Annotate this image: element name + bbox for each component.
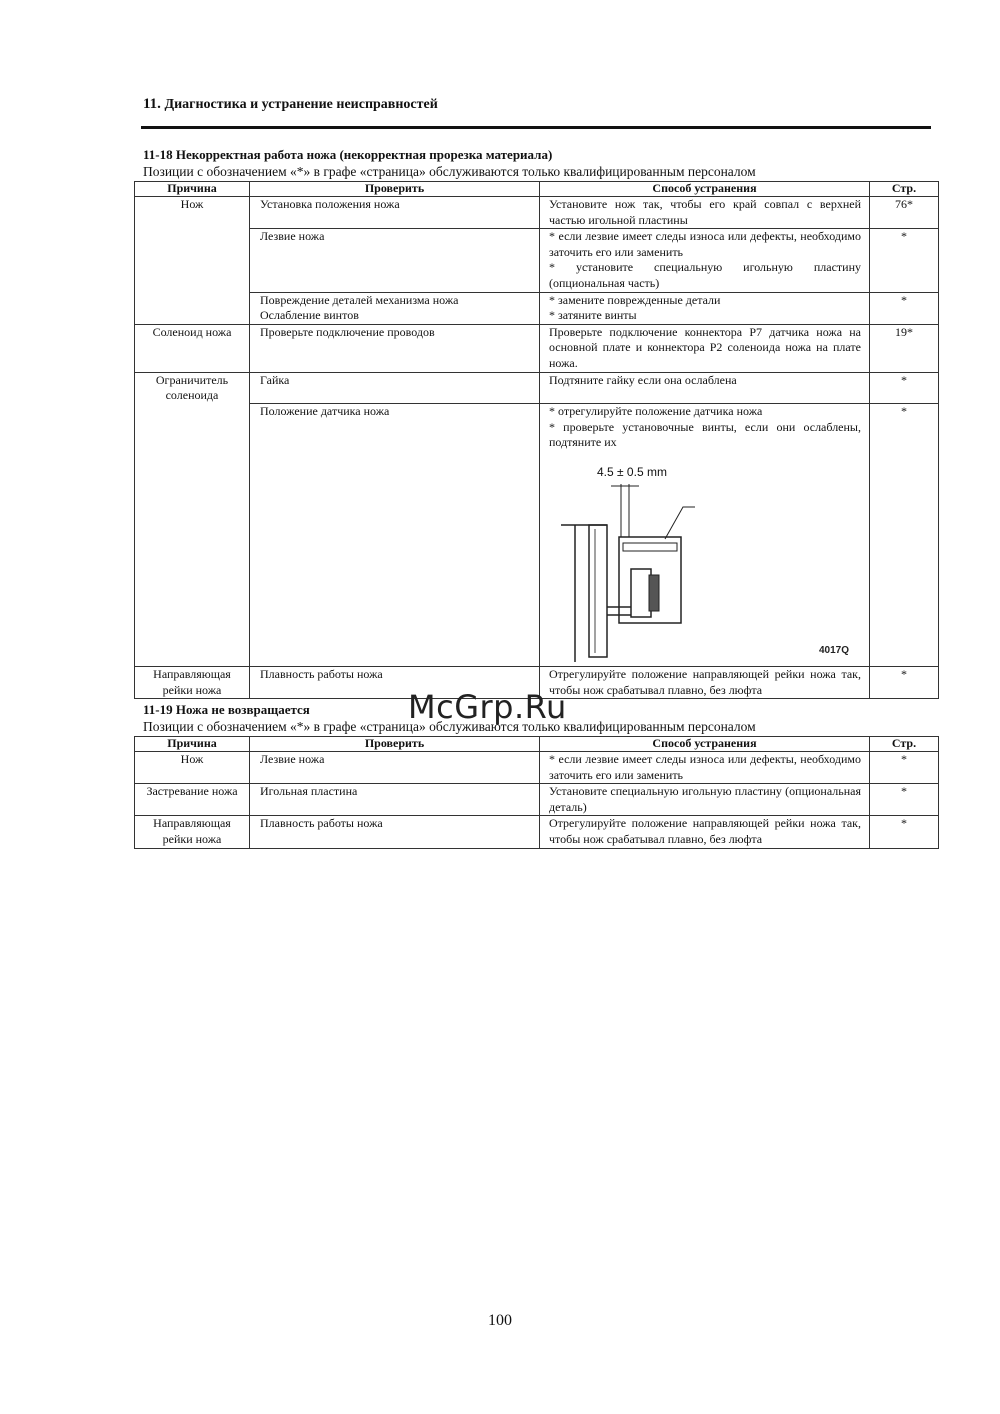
check-text: Плавность работы ножа <box>260 667 383 682</box>
fix-text: * установите специальную игольную пластину (опциональная часть) <box>549 260 861 290</box>
fix-text: Подтяните гайку если она ослаблена <box>549 372 737 387</box>
fix-cell <box>540 372 870 404</box>
check-cell: Игольная пластина <box>250 784 540 816</box>
check-text: Гайка <box>260 372 290 387</box>
fix-text: Проверьте подключение коннектора P7 датчика ножа на основной плате и коннектора P2 соленоида ножа на плате ножа. <box>549 324 861 370</box>
column-header: Способ устранения <box>540 182 870 197</box>
page-cell: * <box>870 667 939 699</box>
chapter-title: Диагностика и устранение неисправностей <box>164 97 438 112</box>
fix-text: * если лезвие имеет следы износа или дефекты, необходимо заточить его или заменить <box>549 229 861 259</box>
cause-cell: Нож <box>135 752 250 784</box>
check-text: Лезвие ножа <box>260 229 325 244</box>
table-row <box>135 229 939 292</box>
cause-cell: Направляющая рейки ножа <box>135 816 250 848</box>
cause-cell: Нож <box>135 197 250 325</box>
page-cell: * <box>870 404 939 667</box>
fix-cell <box>540 667 870 699</box>
header-rule <box>141 126 931 129</box>
watermark: McGrp.Ru <box>408 688 567 726</box>
base-plate <box>589 525 607 657</box>
check-cell <box>250 324 540 372</box>
fix-cell <box>540 229 870 292</box>
column-header: Способ устранения <box>540 737 870 752</box>
check-cell: Лезвие ножа <box>250 752 540 784</box>
fix-text: * проверьте установочные винты, если они ослаблены, подтяните их <box>549 419 861 450</box>
cause-cell: Ограничитель соленоида <box>135 372 250 404</box>
section-1-table <box>134 181 939 699</box>
section-1-title: 11-18 Некорректная работа ножа (некорректная прорезка материала) <box>143 147 553 162</box>
check-cell <box>250 404 540 667</box>
column-header: Причина <box>135 737 250 752</box>
table-row <box>135 404 939 667</box>
column-header: Стр. <box>870 182 939 197</box>
page-cell: * <box>870 372 939 404</box>
cause-cell: Соленоид ножа <box>135 324 250 372</box>
table-row <box>135 816 939 848</box>
table-row <box>135 292 939 324</box>
page-number: 100 <box>488 1312 512 1329</box>
page-cell: * <box>870 292 939 324</box>
fix-text: Установите нож так, чтобы его край совпал с верхней частью игольной пластины <box>549 197 861 227</box>
table-header-row <box>135 182 939 197</box>
check-text: Повреждение деталей механизма ножа <box>260 292 459 307</box>
page-cell: * <box>870 784 939 816</box>
shaft <box>631 569 651 617</box>
check-text: Проверьте подключение проводов <box>260 324 435 339</box>
page-cell: 76* <box>870 197 939 229</box>
table-row <box>135 784 939 816</box>
page-cell: * <box>870 752 939 784</box>
check-cell <box>250 229 540 292</box>
page-cell: * <box>870 816 939 848</box>
knife-sensor-diagram <box>549 457 865 663</box>
column-header: Стр. <box>870 737 939 752</box>
fix-text: * замените поврежденные детали <box>549 292 721 307</box>
fix-cell: * если лезвие имеет следы износа или дефекты, необходимо заточить его или заменить <box>540 752 870 784</box>
column-header: Причина <box>135 182 250 197</box>
fix-text: Отрегулируйте положение направляющей рейки ножа так, чтобы нож срабатывал плавно, без люфта <box>549 667 861 697</box>
check-text: Установка положения ножа <box>260 197 400 211</box>
fix-cell: Отрегулируйте положение направляющей рейки ножа так, чтобы нож срабатывал плавно, без люфта <box>540 816 870 848</box>
page-cell: * <box>870 229 939 292</box>
page-cell: 19* <box>870 324 939 372</box>
check-text: Положение датчика ножа <box>260 404 390 419</box>
cause-cell: Направляющая рейки ножа <box>135 667 250 699</box>
section-2-note: Позиции с обозначением «*» в графе «страница» обслуживаются только квалифицированным персоналом <box>143 719 756 734</box>
section-2-title: 11-19 Ножа не возвращается <box>143 702 310 717</box>
fix-cell: Установите специальную игольную пластину (опциональная деталь) <box>540 784 870 816</box>
fix-cell <box>540 404 870 667</box>
table-row <box>135 324 939 372</box>
nut <box>649 575 659 611</box>
table-row <box>135 752 939 784</box>
leader-line <box>665 507 695 539</box>
fix-cell <box>540 324 870 372</box>
column-header: Проверить <box>250 737 540 752</box>
check-cell <box>250 292 540 324</box>
table-header-row <box>135 737 939 752</box>
dimension-label: 4.5 ± 0.5 mm <box>597 465 667 479</box>
fix-cell <box>540 197 870 229</box>
section-2-table <box>134 736 939 849</box>
column-header: Проверить <box>250 182 540 197</box>
check-cell <box>250 197 540 229</box>
table-row <box>135 372 939 404</box>
check-cell <box>250 372 540 404</box>
chapter-number: 11. <box>143 96 161 112</box>
sensor-head <box>623 543 677 551</box>
check-cell: Плавность работы ножа <box>250 816 540 848</box>
section-1-note: Позиции с обозначением «*» в графе «страница» обслуживаются только квалифицированным персоналом <box>143 164 756 179</box>
table-row <box>135 197 939 229</box>
cause-cell: Застревание ножа <box>135 784 250 816</box>
fix-text: * отрегулируйте положение датчика ножа <box>549 404 763 419</box>
cause-cell-continued <box>135 404 250 667</box>
chapter-heading <box>143 96 438 113</box>
fix-cell <box>540 292 870 324</box>
fix-text: * затяните винты <box>549 308 637 323</box>
figure-code: 4017Q <box>819 645 850 656</box>
check-text: Ослабление винтов <box>260 308 359 323</box>
